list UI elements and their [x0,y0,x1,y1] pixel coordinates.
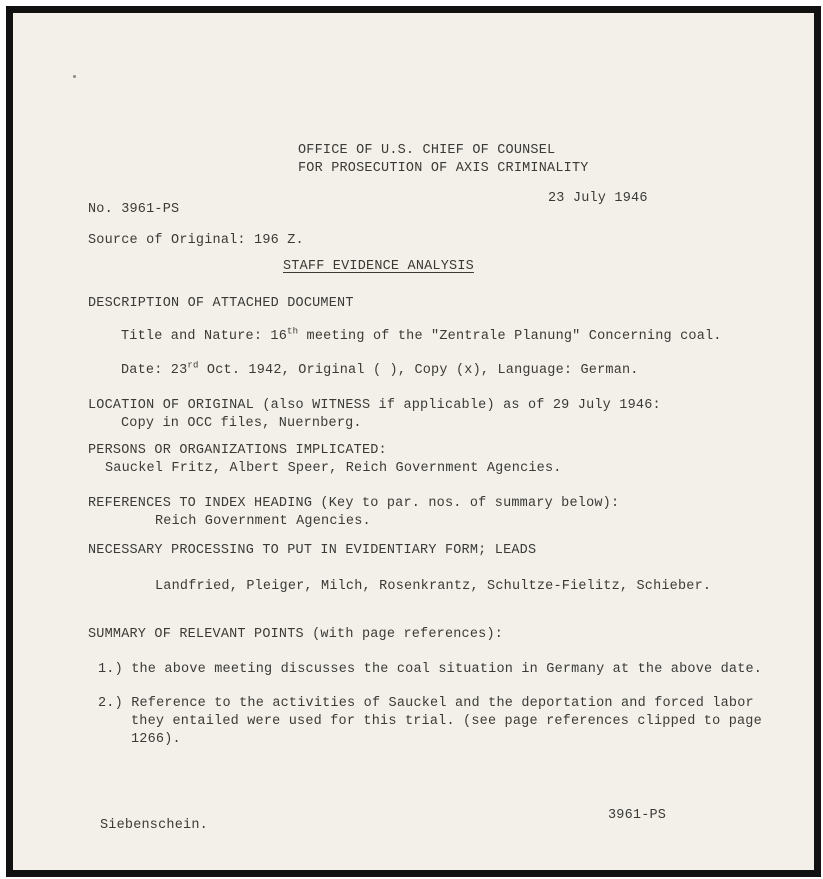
persons-label: PERSONS OR ORGANIZATIONS IMPLICATED: [88,443,387,458]
description-label: DESCRIPTION OF ATTACHED DOCUMENT [88,296,354,311]
office-line-1: OFFICE OF U.S. CHIEF OF COUNSEL [298,143,556,158]
summary-item-2-line-1: 2.) Reference to the activities of Sauckel and the deportation and forced labor [98,696,754,711]
document-sheet [13,13,814,870]
title-and-nature: Title and Nature: 16th meeting of the "Zentrale Planung" Concerning coal. [121,326,722,344]
summary-item-1: 1.) the above meeting discusses the coal situation in Germany at the above date. [98,662,763,677]
document-date: 23 July 1946 [548,191,648,206]
leads-value: Landfried, Pleiger, Milch, Rosenkrantz, Schultze-Fielitz, Schieber. [155,579,712,594]
references-value: Reich Government Agencies. [155,514,371,529]
location-line-2: Copy in OCC files, Nuernberg. [121,416,362,431]
office-line-2: FOR PROSECUTION OF AXIS CRIMINALITY [298,161,589,176]
paper-speck [73,75,76,78]
footer-document-number: 3961-PS [608,808,667,823]
summary-item-2-line-3: 1266). [131,732,181,747]
summary-item-2-line-2: they entailed were used for this trial. (see page references clipped to page [131,714,762,729]
analyst-name: Siebenschein. [100,818,208,833]
location-line-1: LOCATION OF ORIGINAL (also WITNESS if applicable) as of 29 July 1946: [88,398,661,413]
document-date-line: Date: 23rd Oct. 1942, Original ( ), Copy (x), Language: German. [121,360,639,378]
analysis-heading: STAFF EVIDENCE ANALYSIS [283,259,474,274]
document-number: No. 3961-PS [88,202,180,217]
summary-label: SUMMARY OF RELEVANT POINTS (with page references): [88,627,504,642]
references-label: REFERENCES TO INDEX HEADING (Key to par. nos. of summary below): [88,496,620,511]
necessary-processing-label: NECESSARY PROCESSING TO PUT IN EVIDENTIARY FORM; LEADS [88,543,537,558]
persons-value: Sauckel Fritz, Albert Speer, Reich Government Agencies. [105,461,562,476]
source-of-original: Source of Original: 196 Z. [88,233,304,248]
